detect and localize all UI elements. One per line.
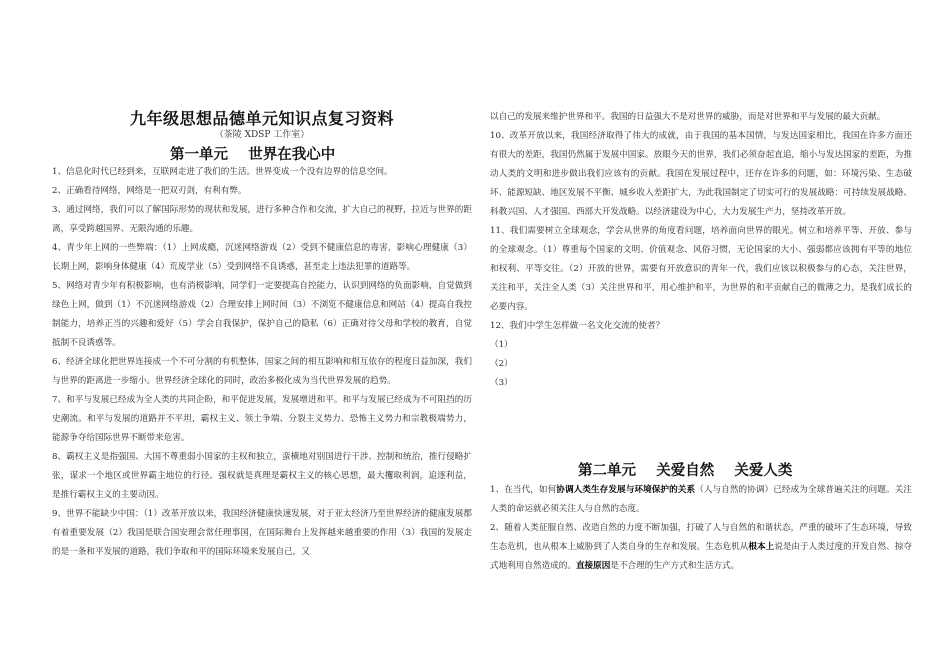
paragraph-5: 5、网络对青少年有积极影响，也有消极影响，同学们一定要提高自控能力，认识到网络的负面影响，自觉做到绿色上网，做到（1）不沉迷网络游戏（2）合理安排上网时间（3）不浏览不健康信息和网站（4）提高自我控制能力，培养正当的兴趣和爱好（5）学会自我保护，保护自己的隐私（6）正确对待父母和学校的教育，自觉抵制不良诱惑等。 <box>52 281 472 348</box>
answer-line-1: （1） <box>490 340 513 350</box>
paragraph-2: 2、正确看待网络，网络是一把双刃剑，有利有弊。 <box>52 186 247 196</box>
paragraph-6: 6、经济全球化把世界连接成一个不可分割的有机整体，国家之间的相互影响和相互依存的程度日益加深，我们与世界的距离进一步缩小。世界经济全球化的同时，政治多极化成为当代世界发展的趋势。 <box>52 357 472 386</box>
unit-2-heading: 第二单元 关爱自然 关爱人类 <box>578 462 793 479</box>
key-phrase: 根本上 <box>748 542 775 552</box>
unit-1-continued <box>490 108 912 393</box>
paragraph-1: 1、信息化时代已经到来，互联网走进了我们的生活。世界变成一个没有边界的信息空间。 <box>52 167 393 177</box>
paragraph-12: 12、我们中学生怎样做一名文化交流的使者？ <box>490 321 665 331</box>
paragraph-9-continued: 以自己的发展来维护世界和平。我国的日益强大不是对世界的威胁，而是对世界和平与发展的最大贡献。 <box>490 112 886 122</box>
answer-line-2: （2） <box>490 359 513 369</box>
paragraph-10: 10、改革开放以来，我国经济取得了伟大的成就，由于我国的基本国情，与发达国家相比，我国在许多方面还有很大的差距，我国仍然属于发展中国家。放眼今天的世界，我们必须奋起直追，缩小与发达国家的差距，为推动人类的文明和进步做出我们应该有的贡献。我国在发展过程中，还存在许多的问题，如：环境污染、生态破坏、能源短缺、地区发展不平衡、城乡收入差距扩大，为此我国制定了切实可行的发展战略：可持续发展战略、科教兴国、人才强国、西部大开发战略。以经济建设为中心，大力发展生产力，坚持改革开放。 <box>490 131 912 217</box>
document-title: 九年级思想品德单元知识点复习资料 <box>129 109 394 128</box>
unit-1-heading: 第一单元 世界在我心中 <box>170 146 336 163</box>
paragraph-8: 8、霸权主义是指强国、大国不尊重弱小国家的主权和独立，蛮横地对别国进行干涉、控制和统治，推行侵略扩张，谋求一个地区或世界霸主地位的行径。强权就是真理是霸权主义的核心思想，最大攫取利润，追逐利益，是推行霸权主义的主要动因。 <box>52 452 472 500</box>
paragraph-9: 9、世界不能缺少中国：（1）改革开放以来，我国经济健康快速发展，对于亚太经济乃至世界经济的健康发展都有着重要发展（2）我国是联合国安理会常任理事国，在国际舞台上发挥越来越重要的作用（3）我国的发展走的是一条和平发展的道路，我们争取和平的国际环境来发展自己，又 <box>52 509 472 557</box>
paragraph-7: 7、和平与发展已经成为全人类的共同企盼，和平促进发展，发展增进和平。和平与发展已经成为不可阻挡的历史潮流。和平与发展的道路并不平坦，霸权主义、领土争端、分裂主义势力、恐怖主义势力和宗教极端势力，能源争夺给国际世界不断带来危害。 <box>52 395 472 443</box>
key-phrase: 协调人类生存发展与环境保护的关系 <box>556 485 696 495</box>
key-phrase: 直接原因 <box>575 561 611 571</box>
unit-2-content <box>490 481 912 576</box>
unit-2-paragraph-2: 2、随着人类征服自然、改造自然的力度不断加强，打破了人与自然的和谐状态，严重的破坏了生态环境，导致生态危机，也从根本上威胁到了人类自身的生存和发展。生态危机从根本上说是由于人类过度的开发自然、掠夺式地利用自然造成的。直接原因是不合理的生产方式和生活方式。 <box>490 523 912 571</box>
document-subtitle: （茶陵 XDSP 工作室） <box>214 130 310 140</box>
paragraph-4: 4、青少年上网的一些弊端：（1）上网成瘾，沉迷网络游戏（2）受到不健康信息的毒害，影响心理健康（3）长期上网，影响身体健康（4）荒废学业（5）受到网络不良诱惑，甚至走上违法犯罪的道路等。 <box>52 243 472 272</box>
unit-2-paragraph-1: 1、在当代，如何协调人类生存发展与环境保护的关系（人与自然的协调）已经成为全球普遍关注的问题。关注人类的命运就必须关注人与自然的态度。 <box>490 485 912 514</box>
unit-1-content <box>52 163 472 562</box>
answer-line-3: （3） <box>490 378 513 388</box>
paragraph-3: 3、通过网络，我们可以了解国际形势的现状和发展，进行多种合作和交流，扩大自己的视野，拉近与世界的距离，享受跨越国界、无限沟通的乐趣。 <box>52 205 472 234</box>
paragraph-11: 11、我们需要树立全球观念，学会从世界的角度看问题，培养面向世界的眼光。树立和培养平等、开放、参与的全球观念。（1）尊重每个国家的文明、价值观念、风俗习惯，无论国家的大小、强弱都应该拥有平等的地位和权利、平等交往。（2）开放的世界，需要有开放意识的青年一代，我们应该以积极参与的心态，关注世界，关注和平，关注全人类（3）关注世界和平，用心维护和平，为世界的和平贡献自己的微薄之力，是我们成长的 必要内容。 <box>490 226 912 312</box>
